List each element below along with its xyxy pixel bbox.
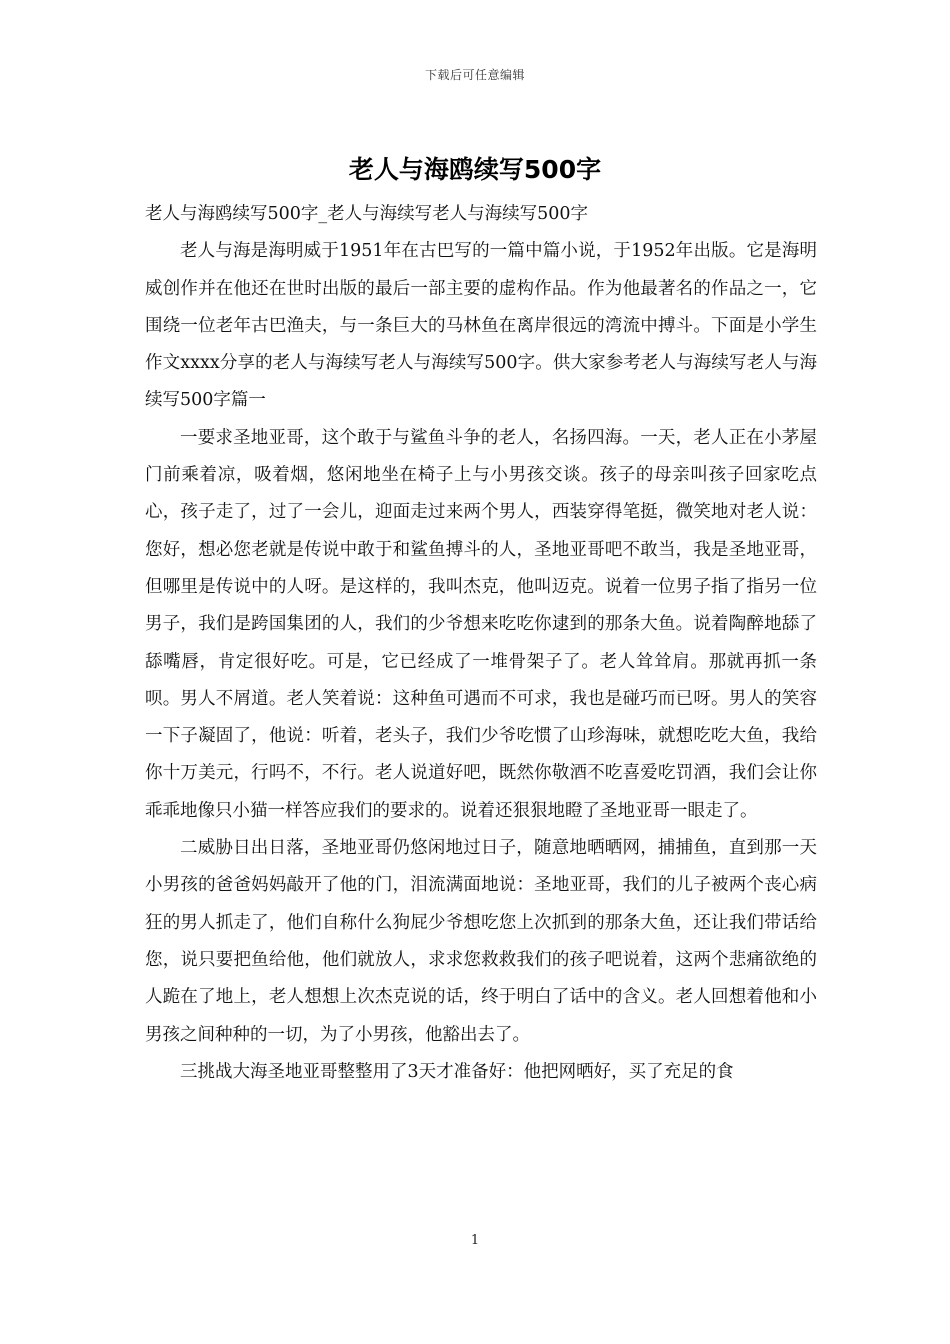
- paragraph-part-three: 三挑战大海圣地亚哥整整用了3天才准备好：他把网晒好，买了充足的食: [180, 1061, 734, 1082]
- paragraph-intro: 老人与海是海明威于1951年在古巴写的一篇中篇小说，于1952年出版。它是海明威创作并在他还在世时出版的最后一部主要的虚构作品。作为他最著名的作品之一，它围绕一位老年古巴渔夫，与一条巨大的马林鱼在离岸很远的湾流中搏斗。下面是小学生作文xxxx分享的老人与海续写老人与海续写500字。供大家参考老人与海续写老人与海续写500字篇一: [145, 241, 817, 411]
- document-subtitle: 老人与海鸥续写500字_老人与海续写老人与海续写500字: [145, 204, 589, 224]
- page-header: 下载后可任意编辑: [424, 68, 525, 82]
- page-number: 1: [470, 1233, 480, 1248]
- document-title: 老人与海鸥续写500字: [348, 155, 602, 184]
- document-body: [145, 196, 817, 1091]
- paragraph-part-one: 一要求圣地亚哥，这个敢于与鲨鱼斗争的老人，名扬四海。一天，老人正在小茅屋门前乘着凉，吸着烟，悠闲地坐在椅子上与小男孩交谈。孩子的母亲叫孩子回家吃点心，孩子走了，过了一会儿，迎面走过来两个男人，西装穿得笔挺，微笑地对老人说：您好，想必您老就是传说中敢于和鲨鱼搏斗的人，圣地亚哥吧不敢当，我是圣地亚哥，但哪里是传说中的人呀。是这样的，我叫杰克，他叫迈克。说着一位男子指了指另一位男子，我们是跨国集团的人，我们的少爷想来吃吃你逮到的那条大鱼。说着陶醉地舔了舔嘴唇，肯定很好吃。可是，它已经成了一堆骨架子了。老人耸耸肩。那就再抓一条呗。男人不屑道。老人笑着说：这种鱼可遇而不可求，我也是碰巧而已呀。男人的笑容一下子凝固了，他说：听着，老头子，我们少爷吃惯了山珍海味，就想吃吃大鱼，我给你十万美元，行吗不，不行。老人说道好吧，既然你敬酒不吃喜爱吃罚酒，我们会让你乖乖地像只小猫一样答应我们的要求的。说着还狠狠地瞪了圣地亚哥一眼走了。: [145, 427, 817, 821]
- paragraph-part-two: 二威胁日出日落，圣地亚哥仍悠闲地过日子，随意地晒晒网，捕捕鱼，直到那一天小男孩的爸爸妈妈敲开了他的门，泪流满面地说：圣地亚哥，我们的儿子被两个丧心病狂的男人抓走了，他们自称什么狗屁少爷想吃您上次抓到的那条大鱼，还让我们带话给您，说只要把鱼给他，他们就放人，求求您救救我们的孩子吧说着，这两个悲痛欲绝的人跪在了地上，老人想想上次杰克说的话，终于明白了话中的含义。老人回想着他和小男孩之间种种的一切，为了小男孩，他豁出去了。: [145, 838, 817, 1045]
